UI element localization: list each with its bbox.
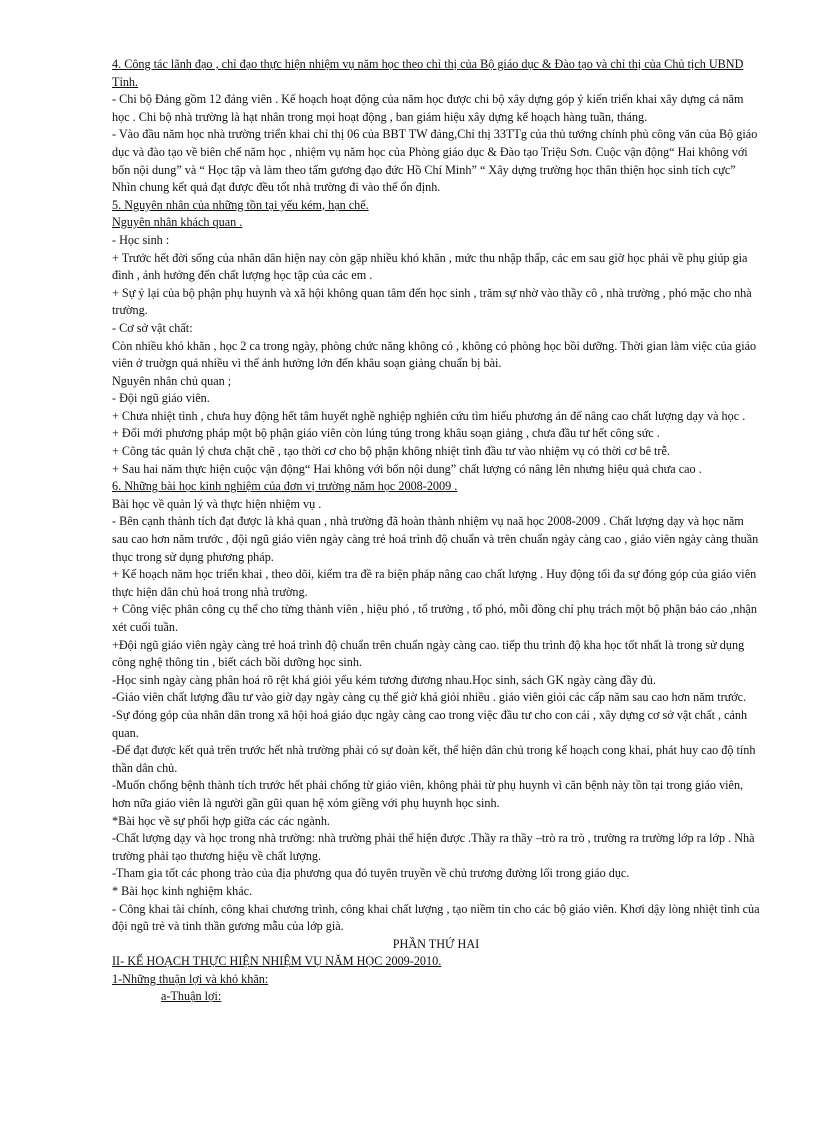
paragraph-2: - Vào đầu năm học nhà trường triển khai chỉ thị 06 của BBT TW đảng,Chỉ thị 33TTg của thủ tướng chính phủ công văn của Bộ giáo dục và đào tạo về biên chế năm học , nhiệm vụ năm học của Phòng giáo dục & Đào tạo Triệu Sơn. Cuộc vận động“ Hai không với bốn nội dung” và “ Học tập và làm theo tấm gương đạo đức Hồ Chí Minh” “ Xây dựng trường học thân thiện học sinh tích cực” Nhìn chung kết quả đạt được đều tốt nhà trường đi vào thế ổn định. — [112, 127, 758, 195]
paragraph-25: -Để đạt được kết quả trên trước hết nhà trường phải có sự đoàn kết, thể hiện dân chủ trong kế hoạch cong khai, phát huy cao độ tính thần dân chủ. — [112, 743, 756, 775]
paragraph-13: + Đổi mới phương pháp một bộ phận giáo viên còn lúng túng trong khâu soạn giảng , chưa đầu tư hết công sức . — [112, 426, 660, 441]
paragraph-19: + Kế hoạch năm học triển khai , theo dõi, kiểm tra đề ra biện pháp nâng cao chất lượng . Huy động tối đa sự đóng góp của giáo viên thực hiện dân chủ hoá trong nhà trường. — [112, 567, 757, 599]
paragraph-7: + Sự ỷ lại của bộ phận phụ huynh và xã hội không quan tâm đến học sinh , trăm sự nhờ vào thầy cô , nhà trường , phó mặc cho nhà trường. — [112, 285, 752, 318]
paragraph-27: *Bài học về sự phối hợp giữa các các ngành. — [112, 813, 330, 828]
paragraph-11: - Đội ngũ giáo viên. — [112, 391, 210, 406]
paragraph-29: -Tham gia tốt các phong trào của địa phương qua đó tuyên truyền về chủ trương đường lối trong giáo dục. — [112, 866, 630, 881]
paragraph-1: - Chi bộ Đảng gồm 12 đảng viên . Kế hoạch hoạt động của năm học được chi bộ xây dựng góp ý kiến triển khai xây dựng cả năm học . Chi bộ nhà trường là hạt nhân trong mọi hoạt động , ban giám hiệu xây dựng kế hoạch hàng tuần, tháng. — [112, 92, 744, 124]
document-body — [112, 56, 760, 1006]
paragraph-3: 5. Nguyên nhân của những tồn tại yếu kém, hạn chế. — [112, 197, 369, 212]
paragraph-33: II- KẾ HOẠCH THỰC HIỆN NHIỆM VỤ NĂM HỌC 2009-2010. — [112, 954, 442, 969]
paragraph-9: Còn nhiều khó khăn , học 2 ca trong ngày, phòng chức năng không có , không có phòng học bồi dưỡng. Thời gian làm việc của giáo viên ở truờgn quá nhiều vì thế ảnh hưởng lớn đến khâu soạn giảng chuẩn bị bài. — [112, 338, 757, 371]
paragraph-5: - Học sinh : — [112, 232, 170, 247]
paragraph-17: Bài học về quản lý và thực hiện nhiệm vụ . — [112, 496, 322, 511]
paragraph-12: + Chưa nhiệt tình , chưa huy động hết tâm huyết nghề nghiệp nghiên cứu tìm hiểu phương án để nâng cao chất lượng dạy và học . — [112, 408, 746, 423]
paragraph-10: Nguyên nhân chủ quan ; — [112, 373, 232, 388]
paragraph-35: a-Thuận lợi: — [161, 989, 222, 1004]
paragraph-0: 4. Công tác lãnh đạo , chỉ đạo thực hiện nhiệm vụ năm học theo chỉ thị của Bộ giáo dục & Đào tạo và chỉ thị của Chủ tịch UBND Tỉnh. — [112, 57, 744, 89]
paragraph-21: +Đội ngũ giáo viên ngày càng trẻ hoá trình độ chuẩn trên chuẩn ngày càng cao. tiếp thu trình độ kha học tốt nhất là trong sử dụng công nghệ thông tin , biết cách bồi dưỡng học sinh. — [112, 637, 745, 670]
paragraph-16: 6. Những bài học kinh nghiệm của đơn vị trường năm học 2008-2009 . — [112, 479, 458, 494]
paragraph-30: * Bài học kinh nghiệm khác. — [112, 883, 253, 898]
paragraph-32: PHẦN THỨ HAI — [392, 936, 480, 951]
paragraph-24: -Sự đóng góp của nhân dân trong xã hội hoá giáo dục ngày càng cao trong việc đầu tư cho con cái , xây dựng cơ sở vật chất , cảnh quan. — [112, 707, 748, 740]
paragraph-14: + Công tác quản lý chưa chặt chẽ , tạo thời cơ cho bộ phận không nhiệt tình đầu tư vào nhiệm vụ có thời cơ bê trễ. — [112, 444, 670, 459]
paragraph-20: + Công việc phân công cụ thể cho từng thành viên , hiệu phó , tổ trưởng , tổ phó, mỗi đồng chí phụ trách một bộ phận báo cáo ,nhận xét cuối tuần. — [112, 602, 757, 634]
paragraph-8: - Cơ sở vật chất: — [112, 320, 193, 335]
paragraph-22: -Học sinh ngày càng phân hoá rõ rệt khá giỏi yếu kém tương đương nhau.Học sinh, sách GK ngày càng đầy đủ. — [112, 672, 656, 687]
paragraph-28: -Chất lượng dạy và học trong nhà trường: nhà trường phải thể hiện được .Thầy ra thầy –trò ra trò , trường ra trường lớp ra lớp . Nhà trường phải tạo thương hiệu về chất lượng. — [112, 831, 755, 863]
paragraph-18: - Bên cạnh thành tích đạt được là khả quan , nhà trường đã hoàn thành nhiệm vụ naă học 2008-2009 . Chất lượng dạy và học năm sau cao hơn năm trước , đội ngũ giáo viên ngày càng trẻ hoá trình độ chuẩn và trên chuẩn ngày càng cao , giáo viên ngày càng thuần thục trong sử dụng phương pháp. — [112, 514, 759, 564]
paragraph-26: -Muốn chống bệnh thành tích trước hết phải chống từ giáo viên, không phải từ phụ huynh vì căn bệnh này tồn tại trong giáo viên, hơn nữa giáo viên là người gần gũi quan hệ xóm giềng với phụ huynh học sinh. — [112, 778, 744, 810]
paragraph-23: -Giáo viên chất lượng đầu tư vào giờ dạy ngày càng cụ thể giờ khá giỏi nhiều . giáo viên giỏi các cấp năm sau cao hơn năm trước. — [112, 690, 747, 705]
paragraph-4: Nguyên nhân khách quan . — [112, 215, 243, 230]
paragraph-15: + Sau hai năm thực hiện cuộc vận động“ Hai không với bốn nội dung” chất lượng có nâng lên nhưng hiệu quả chưa cao . — [112, 461, 702, 476]
paragraph-31: - Công khai tài chính, công khai chương trình, công khai chất lượng , tạo niềm tin cho các bộ giáo viên. Khơi dậy lòng nhiệt tình của đội ngũ trẻ và tinh thần gương mẫu của lớp già. — [112, 901, 760, 934]
paragraph-34: 1-Những thuận lợi và khó khăn: — [112, 971, 269, 986]
paragraph-6: + Trước hết đời sống của nhân dân hiện nay còn gặp nhiều khó khăn , mức thu nhập thấp, các em sau giờ học phải về phụ giúp gia đình , ảnh hưởng đến chất lượng học tập của các em . — [112, 250, 748, 283]
